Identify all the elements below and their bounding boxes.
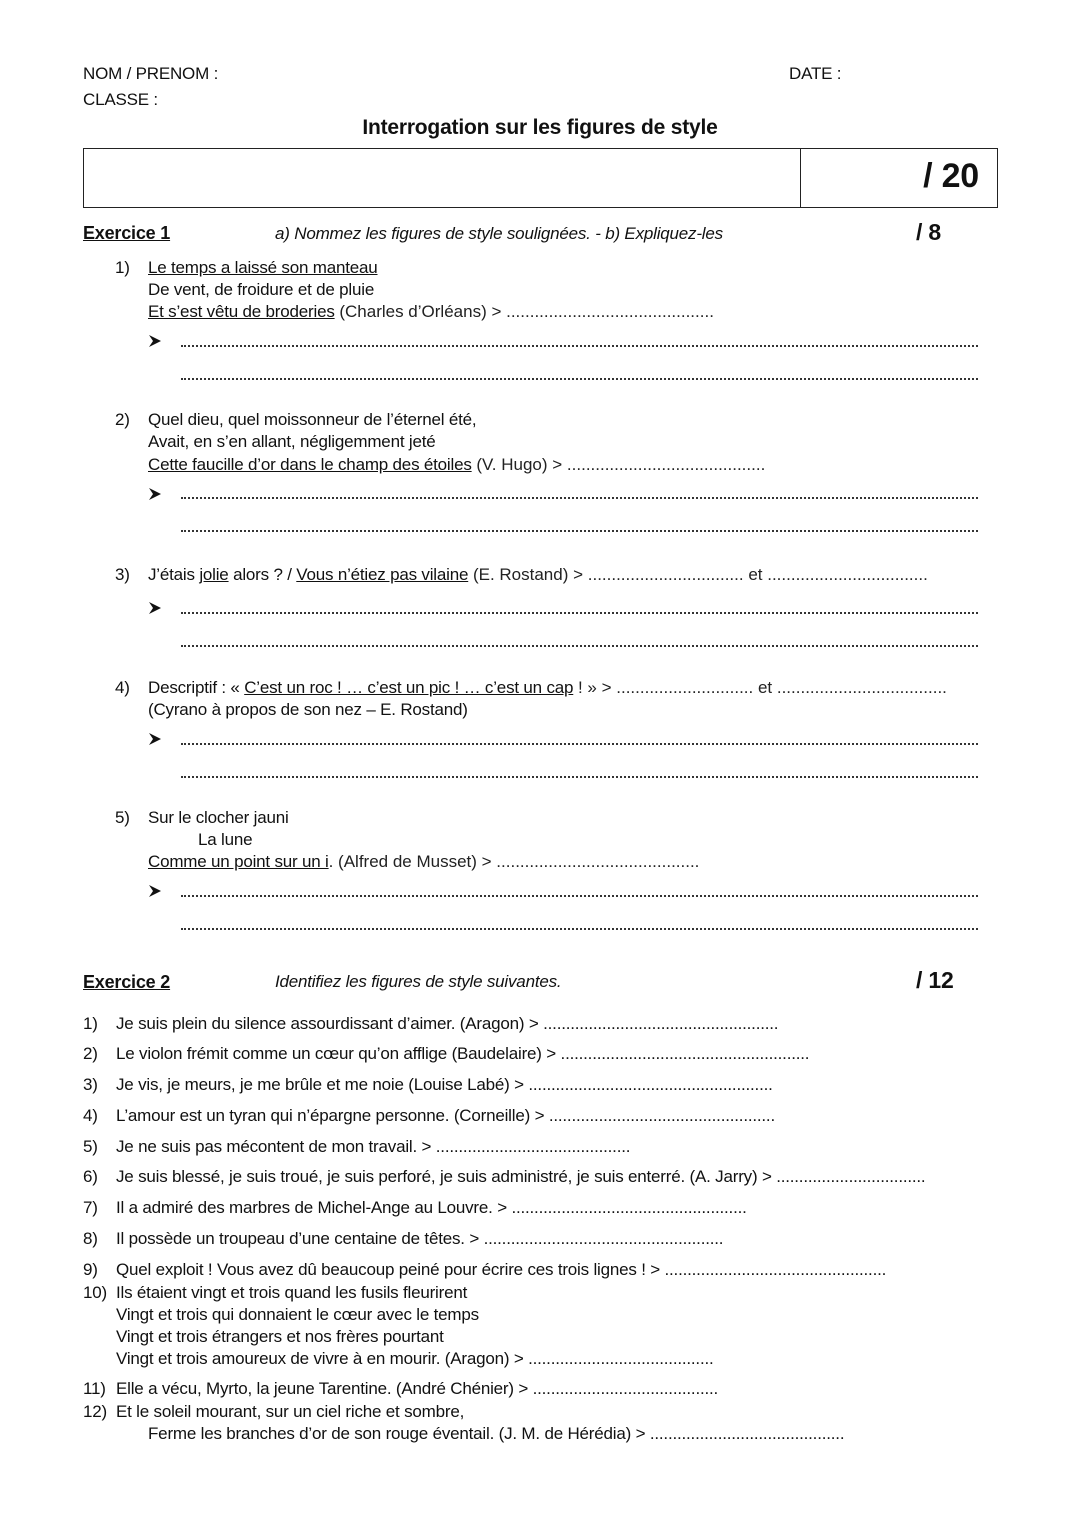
- item-number: 1): [83, 1014, 98, 1033]
- explanation-line[interactable]: [181, 645, 978, 647]
- arrow-bullet-icon: [148, 884, 162, 898]
- text: J’étais: [148, 565, 200, 584]
- underlined-text: C’est un roc ! … c’est un pic ! … c’est un cap: [244, 678, 574, 697]
- item-text[interactable]: Le violon frémit comme un cœur qu’on afflige (Baudelaire) > .......................................................: [116, 1044, 810, 1063]
- page-title: Interrogation sur les figures de style: [362, 116, 718, 139]
- verse-line: Vingt et trois étrangers et nos frères pourtant: [116, 1327, 444, 1346]
- underlined-text: jolie: [199, 565, 229, 584]
- verse-line: Et le soleil mourant, sur un ciel riche et sombre,: [116, 1402, 465, 1421]
- item-text[interactable]: Je suis plein du silence assourdissant d’aimer. (Aragon) > ....................................................: [116, 1014, 779, 1033]
- item-number: 8): [83, 1229, 98, 1248]
- verse-line-with-answer[interactable]: Ferme les branches d’or de son rouge éventail. (J. M. de Hérédia) > ...........................................: [148, 1424, 845, 1443]
- exercise2-item-7: [83, 1198, 747, 1218]
- verse-line: Ils étaient vingt et trois quand les fusils fleurirent: [116, 1283, 468, 1302]
- verse-line: Vingt et trois qui donnaient le cœur avec le temps: [116, 1305, 479, 1324]
- score-box-divider: [800, 149, 801, 207]
- exercise1-title: Exercice 1: [83, 223, 171, 243]
- item-number: 5): [115, 808, 130, 827]
- underlined-text: Et s’est vêtu de broderies: [148, 302, 335, 321]
- exercise2-score: / 12: [916, 967, 954, 993]
- arrow-bullet-icon: [148, 732, 162, 746]
- item-number: 6): [83, 1167, 98, 1186]
- name-label: NOM / PRENOM :: [83, 64, 219, 83]
- item-number: 2): [83, 1044, 98, 1063]
- item-text[interactable]: Il possède un troupeau d’une centaine de têtes. > .....................................................: [116, 1229, 724, 1248]
- explanation-line[interactable]: [181, 345, 978, 347]
- verse-line: La lune: [198, 830, 253, 849]
- verse-line: Avait, en s’en allant, négligemment jeté: [148, 432, 436, 451]
- answer-blank[interactable]: (E. Rostand) > ................................. et ..................................: [468, 565, 928, 584]
- source-note: (Cyrano à propos de son nez – E. Rostand): [148, 700, 468, 719]
- item-number: 3): [115, 565, 130, 584]
- verse-line-with-answer[interactable]: Vingt et trois amoureux de vivre à en mourir. (Aragon) > .........................................: [116, 1349, 714, 1368]
- total-score: / 20: [923, 157, 979, 195]
- explanation-line[interactable]: [181, 530, 978, 532]
- item-text[interactable]: Quel exploit ! Vous avez dû beaucoup peiné pour écrire ces trois lignes ! > .................................................: [116, 1260, 887, 1279]
- explanation-line[interactable]: [181, 612, 978, 614]
- exercise1-score: / 8: [916, 219, 941, 245]
- exercise2-item-6: [83, 1167, 925, 1187]
- explanation-line[interactable]: [181, 378, 978, 380]
- exercise2-item-2: [83, 1044, 809, 1064]
- underlined-text: Cette faucille d’or dans le champ des étoiles: [148, 455, 472, 474]
- underlined-text: Le temps a laissé son manteau: [148, 258, 378, 277]
- item-text[interactable]: Elle a vécu, Myrto, la jeune Tarentine. (André Chénier) > .........................................: [116, 1379, 719, 1398]
- item-text[interactable]: Je suis blessé, je suis troué, je suis perforé, je suis administré, je suis enterré. (A. Jarry) > .................................: [116, 1167, 926, 1186]
- item-text[interactable]: Il a admiré des marbres de Michel-Ange au Louvre. > ....................................................: [116, 1198, 747, 1217]
- exercise2-item-8: [83, 1229, 723, 1249]
- text: Descriptif : «: [148, 678, 245, 697]
- exercise2-item-9: [83, 1260, 886, 1280]
- exercise2-item-11: [83, 1379, 718, 1399]
- explanation-line[interactable]: [181, 743, 978, 745]
- class-label: CLASSE :: [83, 90, 158, 109]
- exercise2-item-3: [83, 1075, 773, 1095]
- item-number: 4): [83, 1106, 98, 1125]
- explanation-line[interactable]: [181, 776, 978, 778]
- exercise2-item-1: [83, 1014, 778, 1034]
- answer-blank[interactable]: (Charles d’Orléans) > ............................................: [334, 302, 714, 321]
- underlined-text: Comme un point sur un i: [148, 852, 329, 871]
- item-text[interactable]: Je ne suis pas mécontent de mon travail. > ...........................................: [116, 1137, 631, 1156]
- verse-line: Sur le clocher jauni: [148, 808, 289, 827]
- text: alors ? /: [228, 565, 297, 584]
- verse-line: De vent, de froidure et de pluie: [148, 280, 375, 299]
- item-text[interactable]: Je vis, je meurs, je me brûle et me noie (Louise Labé) > ......................................................: [116, 1075, 773, 1094]
- item-number: 11): [83, 1379, 106, 1398]
- item-number: 7): [83, 1198, 98, 1217]
- arrow-bullet-icon: [148, 334, 162, 348]
- item-number: 5): [83, 1137, 98, 1156]
- exercise2-title: Exercice 2: [83, 972, 171, 992]
- answer-blank[interactable]: (V. Hugo) > ..........................................: [471, 455, 766, 474]
- explanation-line[interactable]: [181, 928, 978, 930]
- item-number: 3): [83, 1075, 98, 1094]
- verse-line: Quel dieu, quel moissonneur de l’éternel été,: [148, 410, 477, 429]
- score-box: [83, 148, 998, 208]
- exercise2-instruction: Identifiez les figures de style suivantes.: [275, 972, 562, 991]
- underlined-text: Vous n’étiez pas vilaine: [296, 565, 469, 584]
- exercise1-instruction: a) Nommez les figures de style soulignées. - b) Expliquez-les: [275, 224, 723, 243]
- item-number: 2): [115, 410, 130, 429]
- answer-blank[interactable]: . (Alfred de Musset) > ...........................................: [328, 852, 700, 871]
- item-number: 1): [115, 258, 130, 277]
- exercise2-item-5: [83, 1137, 630, 1157]
- arrow-bullet-icon: [148, 487, 162, 501]
- explanation-line[interactable]: [181, 497, 978, 499]
- item-number: 4): [115, 678, 130, 697]
- exercise2-item-4: [83, 1106, 775, 1126]
- explanation-line[interactable]: [181, 895, 978, 897]
- item-number: 9): [83, 1260, 98, 1279]
- item-number: 10): [83, 1283, 107, 1302]
- arrow-bullet-icon: [148, 601, 162, 615]
- answer-blank[interactable]: ! » > ............................. et ....................................: [573, 678, 947, 697]
- item-text[interactable]: L’amour est un tyran qui n’épargne personne. (Corneille) > ..................................................: [116, 1106, 775, 1125]
- date-label: DATE :: [789, 64, 842, 83]
- item-number: 12): [83, 1402, 107, 1421]
